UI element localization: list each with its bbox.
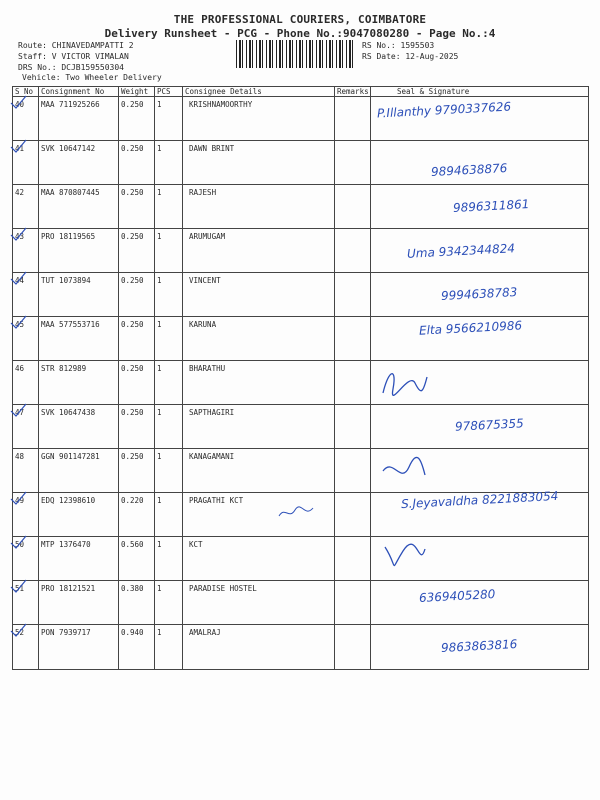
cell-consignee-name: DAWN BRINT — [183, 141, 335, 185]
table-row — [13, 449, 589, 493]
cell-remarks — [335, 581, 371, 625]
table-row — [13, 625, 589, 670]
handwritten-signature: 9894638876 — [430, 161, 508, 179]
col-header-remarks: Remarks — [335, 87, 371, 97]
cell-consignment-no: GGN 901147281 — [39, 449, 119, 493]
signature-cell — [371, 317, 589, 361]
cell-sno: 48 — [13, 449, 39, 493]
cell-consignment-no: STR 812989 — [39, 361, 119, 405]
cell-consignee-name: SAPTHAGIRI — [183, 405, 335, 449]
barcode-image — [236, 40, 354, 68]
handwritten-signature: Elta 9566210986 — [418, 318, 523, 338]
cell-sno: 42 — [13, 185, 39, 229]
cell-weight: 0.380 — [119, 581, 155, 625]
cell-weight: 0.250 — [119, 273, 155, 317]
signature-cell — [371, 537, 589, 581]
rs-number: RS No.: 1595503 — [362, 41, 435, 50]
signature-cell — [371, 449, 589, 493]
col-header-consignee: Consignee Details — [183, 87, 335, 97]
cell-consignee-name: KARUNA — [183, 317, 335, 361]
checkmark-icon — [9, 579, 27, 593]
signature-cell — [371, 361, 589, 405]
signature-cell — [371, 97, 589, 141]
table-row — [13, 537, 589, 581]
handwritten-signature: 978675355 — [454, 416, 525, 434]
cell-sno: 44 — [13, 273, 39, 317]
cell-pcs: 1 — [155, 141, 183, 185]
table-row — [13, 97, 589, 141]
table-row — [13, 229, 589, 273]
col-header-weight: Weight — [119, 87, 155, 97]
cell-consignee-name: KRISHNAMOORTHY — [183, 97, 335, 141]
cell-consignment-no: MAA 870807445 — [39, 185, 119, 229]
runsheet-subtitle: Delivery Runsheet - PCG - Phone No.:9047080280 - Page No.:4 — [104, 27, 496, 40]
cell-pcs: 1 — [155, 361, 183, 405]
cell-weight: 0.560 — [119, 537, 155, 581]
cell-remarks — [335, 273, 371, 317]
cell-weight: 0.250 — [119, 449, 155, 493]
signature-cell — [371, 625, 589, 670]
runsheet-table — [12, 86, 589, 670]
rs-date: RS Date: 12-Aug-2025 — [362, 52, 459, 61]
cell-weight: 0.220 — [119, 493, 155, 537]
cell-remarks — [335, 185, 371, 229]
route-label: Route: CHINAVEDAMPATTI 2 — [18, 41, 134, 50]
handwritten-signature: 6369405280 — [418, 587, 496, 605]
table-row — [13, 361, 589, 405]
col-header-signature: Seal & Signature — [371, 87, 589, 97]
signature-cell — [371, 141, 589, 185]
handwritten-signature: Uma 9342344824 — [406, 241, 516, 261]
checkmark-icon — [9, 271, 27, 285]
cell-consignee-name: VINCENT — [183, 273, 335, 317]
cell-consignee-name: PRAGATHI KCT — [183, 493, 335, 537]
cell-pcs: 1 — [155, 581, 183, 625]
cell-remarks — [335, 449, 371, 493]
signature-cell — [371, 273, 589, 317]
checkmark-icon — [9, 491, 27, 505]
cell-pcs: 1 — [155, 625, 183, 670]
checkmark-icon — [9, 535, 27, 549]
cell-weight: 0.250 — [119, 405, 155, 449]
cell-weight: 0.940 — [119, 625, 155, 670]
cell-remarks — [335, 625, 371, 670]
cell-consignee-name: BHARATHU — [183, 361, 335, 405]
cell-sno: 51 — [13, 581, 39, 625]
cell-consignment-no: EDQ 12398610 — [39, 493, 119, 537]
signature-cell — [371, 405, 589, 449]
cell-pcs: 1 — [155, 405, 183, 449]
cell-pcs: 1 — [155, 185, 183, 229]
cell-remarks — [335, 537, 371, 581]
cell-remarks — [335, 405, 371, 449]
cell-sno: 46 — [13, 361, 39, 405]
checkmark-icon — [9, 139, 27, 153]
handwritten-signature: S.Jeyavaldha 8221883054 — [400, 488, 559, 512]
table-row — [13, 405, 589, 449]
cell-sno: 49 — [13, 493, 39, 537]
table-header-row — [13, 87, 589, 97]
cell-weight: 0.250 — [119, 361, 155, 405]
signature-cell — [371, 581, 589, 625]
cell-pcs: 1 — [155, 493, 183, 537]
cell-sno: 47 — [13, 405, 39, 449]
cell-weight: 0.250 — [119, 229, 155, 273]
cell-consignment-no: PON 7939717 — [39, 625, 119, 670]
remark-scribble — [277, 502, 317, 522]
signature-scribble — [379, 539, 429, 577]
cell-weight: 0.250 — [119, 185, 155, 229]
handwritten-signature: 9896311861 — [452, 197, 530, 215]
cell-sno: 40 — [13, 97, 39, 141]
cell-consignee-name: RAJESH — [183, 185, 335, 229]
signature-scribble — [379, 451, 429, 489]
table-row — [13, 317, 589, 361]
table-row — [13, 581, 589, 625]
cell-remarks — [335, 361, 371, 405]
company-title: THE PROFESSIONAL COURIERS, COIMBATORE — [173, 13, 427, 26]
cell-remarks — [335, 97, 371, 141]
cell-remarks — [335, 229, 371, 273]
table-row — [13, 141, 589, 185]
handwritten-signature: 9994638783 — [440, 285, 518, 303]
signature-scribble — [379, 363, 429, 401]
cell-pcs: 1 — [155, 97, 183, 141]
checkmark-icon — [9, 315, 27, 329]
cell-consignment-no: TUT 1073894 — [39, 273, 119, 317]
signature-cell — [371, 185, 589, 229]
cell-weight: 0.250 — [119, 141, 155, 185]
cell-consignment-no: PRO 18121521 — [39, 581, 119, 625]
table-row — [13, 493, 589, 537]
checkmark-icon — [9, 623, 27, 637]
handwritten-signature: P.Illanthy 9790337626 — [376, 99, 512, 121]
cell-sno: 43 — [13, 229, 39, 273]
col-header-sno: S No — [13, 87, 39, 97]
cell-pcs: 1 — [155, 537, 183, 581]
cell-sno: 50 — [13, 537, 39, 581]
cell-consignment-no: SVK 10647142 — [39, 141, 119, 185]
staff-label: Staff: V VICTOR VIMALAN — [18, 52, 129, 61]
cell-consignee-name: PARADISE HOSTEL — [183, 581, 335, 625]
checkmark-icon — [9, 95, 27, 109]
signature-cell — [371, 229, 589, 273]
cell-remarks — [335, 141, 371, 185]
cell-consignment-no: MAA 711925266 — [39, 97, 119, 141]
cell-sno: 41 — [13, 141, 39, 185]
vehicle-label: Vehicle: Two Wheeler Delivery — [22, 73, 162, 82]
table-row — [13, 185, 589, 229]
signature-cell — [371, 488, 589, 537]
cell-remarks — [335, 493, 371, 537]
checkmark-icon — [9, 227, 27, 241]
cell-sno: 45 — [13, 317, 39, 361]
handwritten-signature: 9863863816 — [440, 637, 518, 655]
cell-consignment-no: PRO 18119565 — [39, 229, 119, 273]
cell-consignee-name: KCT — [183, 537, 335, 581]
cell-sno: 52 — [13, 625, 39, 670]
cell-consignment-no: SVK 10647438 — [39, 405, 119, 449]
cell-pcs: 1 — [155, 229, 183, 273]
cell-consignee-name: AMALRAJ — [183, 625, 335, 670]
cell-pcs: 1 — [155, 273, 183, 317]
drs-label: DRS No.: DCJB159550304 — [18, 63, 124, 72]
checkmark-icon — [9, 403, 27, 417]
table-row — [13, 273, 589, 317]
cell-consignee-name: KANAGAMANI — [183, 449, 335, 493]
cell-weight: 0.250 — [119, 97, 155, 141]
cell-consignment-no: MTP 1376470 — [39, 537, 119, 581]
col-header-pcs: PCS — [155, 87, 183, 97]
cell-weight: 0.250 — [119, 317, 155, 361]
cell-pcs: 1 — [155, 317, 183, 361]
cell-consignment-no: MAA 577553716 — [39, 317, 119, 361]
col-header-consignment: Consignment No — [39, 87, 119, 97]
cell-remarks — [335, 317, 371, 361]
cell-pcs: 1 — [155, 449, 183, 493]
cell-consignee-name: ARUMUGAM — [183, 229, 335, 273]
